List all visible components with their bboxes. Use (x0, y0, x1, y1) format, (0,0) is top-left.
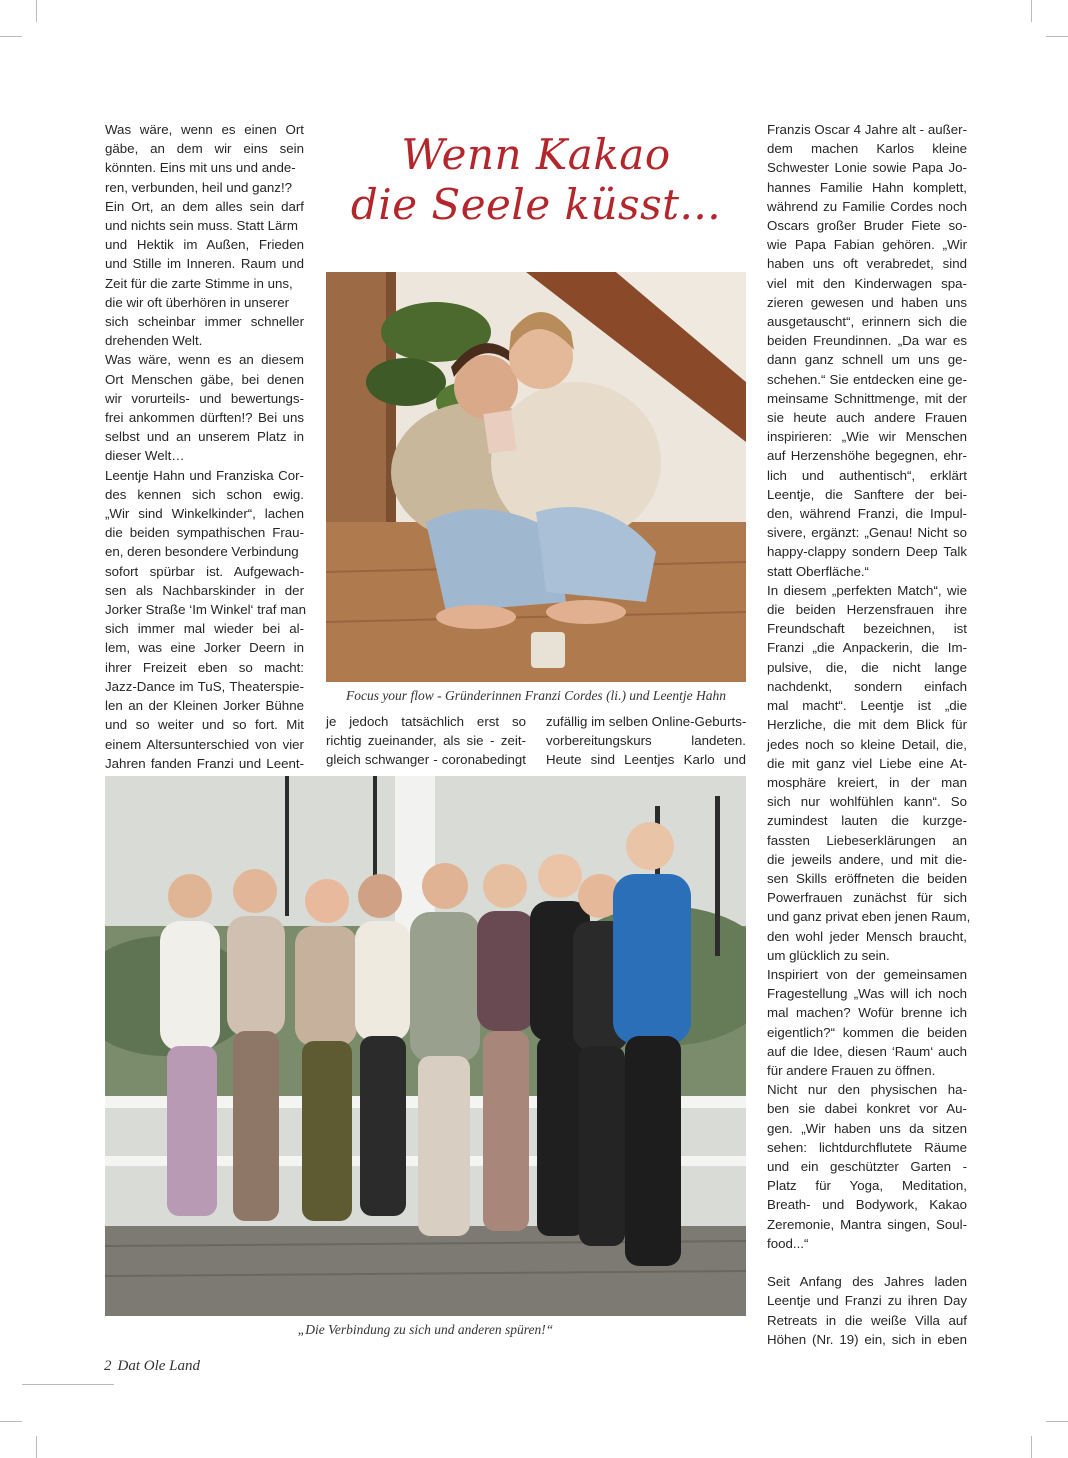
text-line: Schwester Lonie sowie Papa Jo- (767, 160, 967, 176)
crop-mark (36, 1436, 37, 1458)
text-line: Freundschaft bezeichnen, ist (767, 621, 967, 637)
text-line: ihrer Freizeit eben so macht: (105, 659, 304, 675)
text-line: einem Altersunterschied von vier (105, 736, 304, 752)
text-line: Retreats in die weiße Villa auf (767, 1312, 967, 1328)
text-line: sie heute auch andere Frauen (767, 410, 967, 426)
text-line: Was wäre, wenn es einen Ort (105, 122, 304, 137)
text-line: sich nur wohlfühlen kann“. So (767, 794, 967, 810)
text-line: während zu Familie Cordes noch (767, 198, 967, 214)
text-line: wir vorurteils- und bewertungs- (105, 390, 304, 406)
title-line-2: die Seele küsst... (350, 180, 722, 229)
article-column-left (105, 120, 304, 773)
text-line: Leentje, die Sanftere der bei- (767, 486, 967, 502)
photo-group (105, 776, 746, 1316)
crop-mark (0, 36, 22, 37)
page-number: 2 (104, 1358, 112, 1374)
text-line: sivere, ergänzt: „Genau! Nicht so (767, 525, 967, 541)
text-line: fassten Liebeserklärungen an (767, 832, 967, 848)
text-line: inspirieren: „Wie wir Menschen (767, 429, 967, 445)
text-line: Höhen (Nr. 19) ein, sich in eben (767, 1331, 967, 1347)
text-line: und so weiter und so fort. Mit (105, 717, 304, 733)
text-line: Jahren fanden Franzi und Leent- (105, 755, 304, 771)
text-line: pulsive, die, die nicht lange (767, 659, 967, 675)
text-line: lem, was eine Jorker Deern in (105, 640, 304, 656)
text-line: „Wir sind Winkelkinder“, lachen (105, 506, 304, 522)
text-line: dem machen Karlos kleine (767, 141, 967, 157)
text-line: sehen: lichtdurchflutete Räume (767, 1139, 967, 1155)
text-line: en, deren besondere Verbindung (105, 544, 299, 560)
text-line: lich und authentisch“, erklärt (767, 467, 967, 483)
text-line: gleich schwanger - coronabedingt (326, 752, 526, 768)
text-line: und ein geschützter Garten - (767, 1158, 967, 1174)
text-line: Ort Menschen gäbe, bei denen (105, 371, 304, 387)
text-line: zumindest lauten die kurzge- (767, 813, 967, 829)
text-line: die wir oft überhören in unserer (105, 294, 290, 310)
text-line: sen Skills eröffneten die beiden (767, 870, 967, 886)
title-line-1: Wenn Kakao (401, 130, 671, 179)
text-line: Heute sind Leentjes Karlo und (546, 752, 746, 768)
article-column-right (767, 120, 971, 1349)
text-line: Herzliche, die mit dem Blick für (767, 717, 967, 733)
text-line: die mit ganz viel Liebe eine At- (767, 755, 967, 771)
crop-mark (1031, 1436, 1032, 1458)
text-line: und Hektik im Außen, Frieden (105, 237, 304, 253)
text-line: mosphäre kreiert, in der man (767, 774, 967, 790)
text-line: In diesem „perfekten Match“, wie (767, 582, 967, 598)
text-line: viel mit den Kinderwagen spa- (767, 275, 967, 291)
text-line: Zeit für die zarte Stimme in uns, (105, 275, 293, 291)
text-line: Breath- und Bodywork, Kakao (767, 1197, 967, 1213)
text-line: dann ganz schnell um uns ge- (767, 352, 967, 368)
text-line: auf Herzenshöhe begegnen, ehr- (767, 448, 967, 464)
text-line: Jazz-Dance im TuS, Theaterspie- (105, 678, 304, 694)
photo-caption-group: „Die Verbindung zu sich und anderen spüren!“ (297, 1322, 554, 1337)
text-line: len an der Kleinen Jorker Bühne (105, 698, 304, 714)
text-line: sen als Nachbarskinder in der (105, 582, 304, 598)
text-line: beiden Freundinnen. „Da war es (767, 333, 967, 349)
text-line: food...“ (767, 1235, 809, 1251)
article-column-middle-left (326, 712, 526, 770)
text-line: den wohl jeder Mensch braucht, (767, 928, 967, 944)
text-line: um glücklich zu sein. (767, 947, 890, 963)
text-line: den, während Franzi, die Impul- (767, 506, 967, 522)
text-line: und nichts sein muss. Statt Lärm (105, 218, 298, 234)
text-line: vorbereitungskurs landeten. (546, 733, 746, 749)
text-line: Franzi „die Anpackerin, die Im- (767, 640, 967, 656)
text-line: sofort spürbar ist. Aufgewach- (105, 563, 304, 579)
text-line: statt Oberfläche.“ (767, 563, 869, 579)
text-line: mal machen? Wofür brenne ich (767, 1005, 967, 1021)
text-line: hannes Familie Hahn komplett, (767, 179, 967, 195)
text-line: wie Papa Fabian gehören. „Wir (767, 237, 967, 253)
text-line: zieren gewesen und haben uns (767, 294, 967, 310)
photo-caption-founders: Focus your flow - Gründerinnen Franzi Cordes (li.) und Leentje Hahn (345, 688, 727, 703)
text-line: die beiden sympathischen Frau- (105, 525, 304, 541)
text-line: die jeweils andere, und mit die- (767, 851, 967, 867)
text-line: eigentlich?“ kommen die beiden (767, 1024, 967, 1040)
text-line: Jorker Straße ‘Im Winkel‘ traf man (105, 602, 306, 618)
text-line: gen. „Wir haben uns da sitzen (767, 1120, 967, 1136)
page-footer (104, 1358, 200, 1375)
text-line: Leentje und Franzi zu ihren Day (767, 1293, 967, 1309)
text-line: sich scheinbar immer schneller (105, 314, 304, 330)
crop-mark (1031, 0, 1032, 22)
text-line: happy-clappy sondern Deep Talk (767, 544, 967, 560)
text-line: gäbe, an dem wir eins sein (105, 141, 304, 157)
photo-founders (326, 272, 746, 682)
text-line: Ein Ort, an dem alles sein darf (105, 198, 304, 214)
text-line: ben sie dabei konkret vor Au- (767, 1101, 967, 1117)
text-line: Platz für Yoga, Meditation, (767, 1178, 967, 1194)
text-line: selbst und an unserem Platz in (105, 429, 304, 445)
group-photo-illustration (105, 776, 746, 1316)
crop-mark (0, 1421, 22, 1422)
text-line: die beiden Herzensfrauen ihre (767, 602, 967, 618)
text-line: für andere Frauen zu öffnen. (767, 1062, 936, 1078)
text-line: mal macht“. Leentje ist „die (767, 698, 967, 714)
text-line: Nicht nur den physischen ha- (767, 1082, 967, 1098)
text-line (767, 1253, 967, 1272)
text-line: könnten. Eins mit uns und ande- (105, 160, 296, 176)
text-line: schehen.“ Sie entdecken eine ge- (767, 371, 967, 387)
text-line: ren, verbunden, heil und ganz!? (105, 179, 293, 195)
text-line: zufällig im selben Online-Geburts- (546, 714, 747, 729)
founders-photo-illustration (326, 272, 746, 682)
text-line: sich immer mal wieder bei al- (105, 621, 304, 637)
text-line: Zeremonie, Mantra singen, Soul- (767, 1216, 967, 1232)
text-line: jedes noch so kleine Detail, die, (767, 736, 967, 752)
text-line: Powerfrauen zunächst für sich (767, 890, 967, 906)
text-line: ausgetauscht“, erinnern sich die (767, 314, 967, 330)
article-column-middle-right (546, 712, 746, 770)
text-line: des kennen sich schon ewig. (105, 486, 304, 502)
text-line: Fragestellung „Was will ich noch (767, 986, 967, 1002)
text-line: richtig zueinander, als sie - zeit- (326, 733, 526, 749)
text-line: frei ankommen dürften!? Bei uns (105, 410, 304, 426)
text-line: haben uns oft verabredet, sind (767, 256, 967, 272)
text-line: Was wäre, wenn es an diesem (105, 352, 304, 368)
text-line: Franzis Oscar 4 Jahre alt - außer- (767, 122, 967, 137)
text-line: je jedoch tatsächlich erst so (326, 714, 526, 729)
text-line: Seit Anfang des Jahres laden (767, 1274, 967, 1290)
text-line: meinsame Schnittmenge, mit der (767, 390, 967, 406)
text-line: auf die Idee, diesen ‘Raum‘ auch (767, 1043, 967, 1059)
group-people (160, 822, 691, 1266)
text-line: drehenden Welt. (105, 333, 203, 349)
text-line: Oscars großer Bruder Fiete so- (767, 218, 967, 234)
crop-mark (1046, 36, 1068, 37)
text-line: dieser Welt… (105, 448, 185, 464)
text-line: und Stille im Inneren. Raum und (105, 256, 304, 272)
text-line: nachdenkt, sondern einfach (767, 678, 967, 694)
crop-mark (1046, 1421, 1068, 1422)
footer-rule (22, 1384, 114, 1385)
article-title (330, 130, 742, 230)
text-line: und ganz privat eben jenen Raum, (767, 909, 971, 925)
text-line: Inspiriert von der gemeinsamen (767, 966, 967, 982)
crop-mark (36, 0, 37, 22)
text-line: Leentje Hahn und Franziska Cor- (105, 467, 304, 483)
magazine-name: Dat Ole Land (117, 1358, 200, 1374)
